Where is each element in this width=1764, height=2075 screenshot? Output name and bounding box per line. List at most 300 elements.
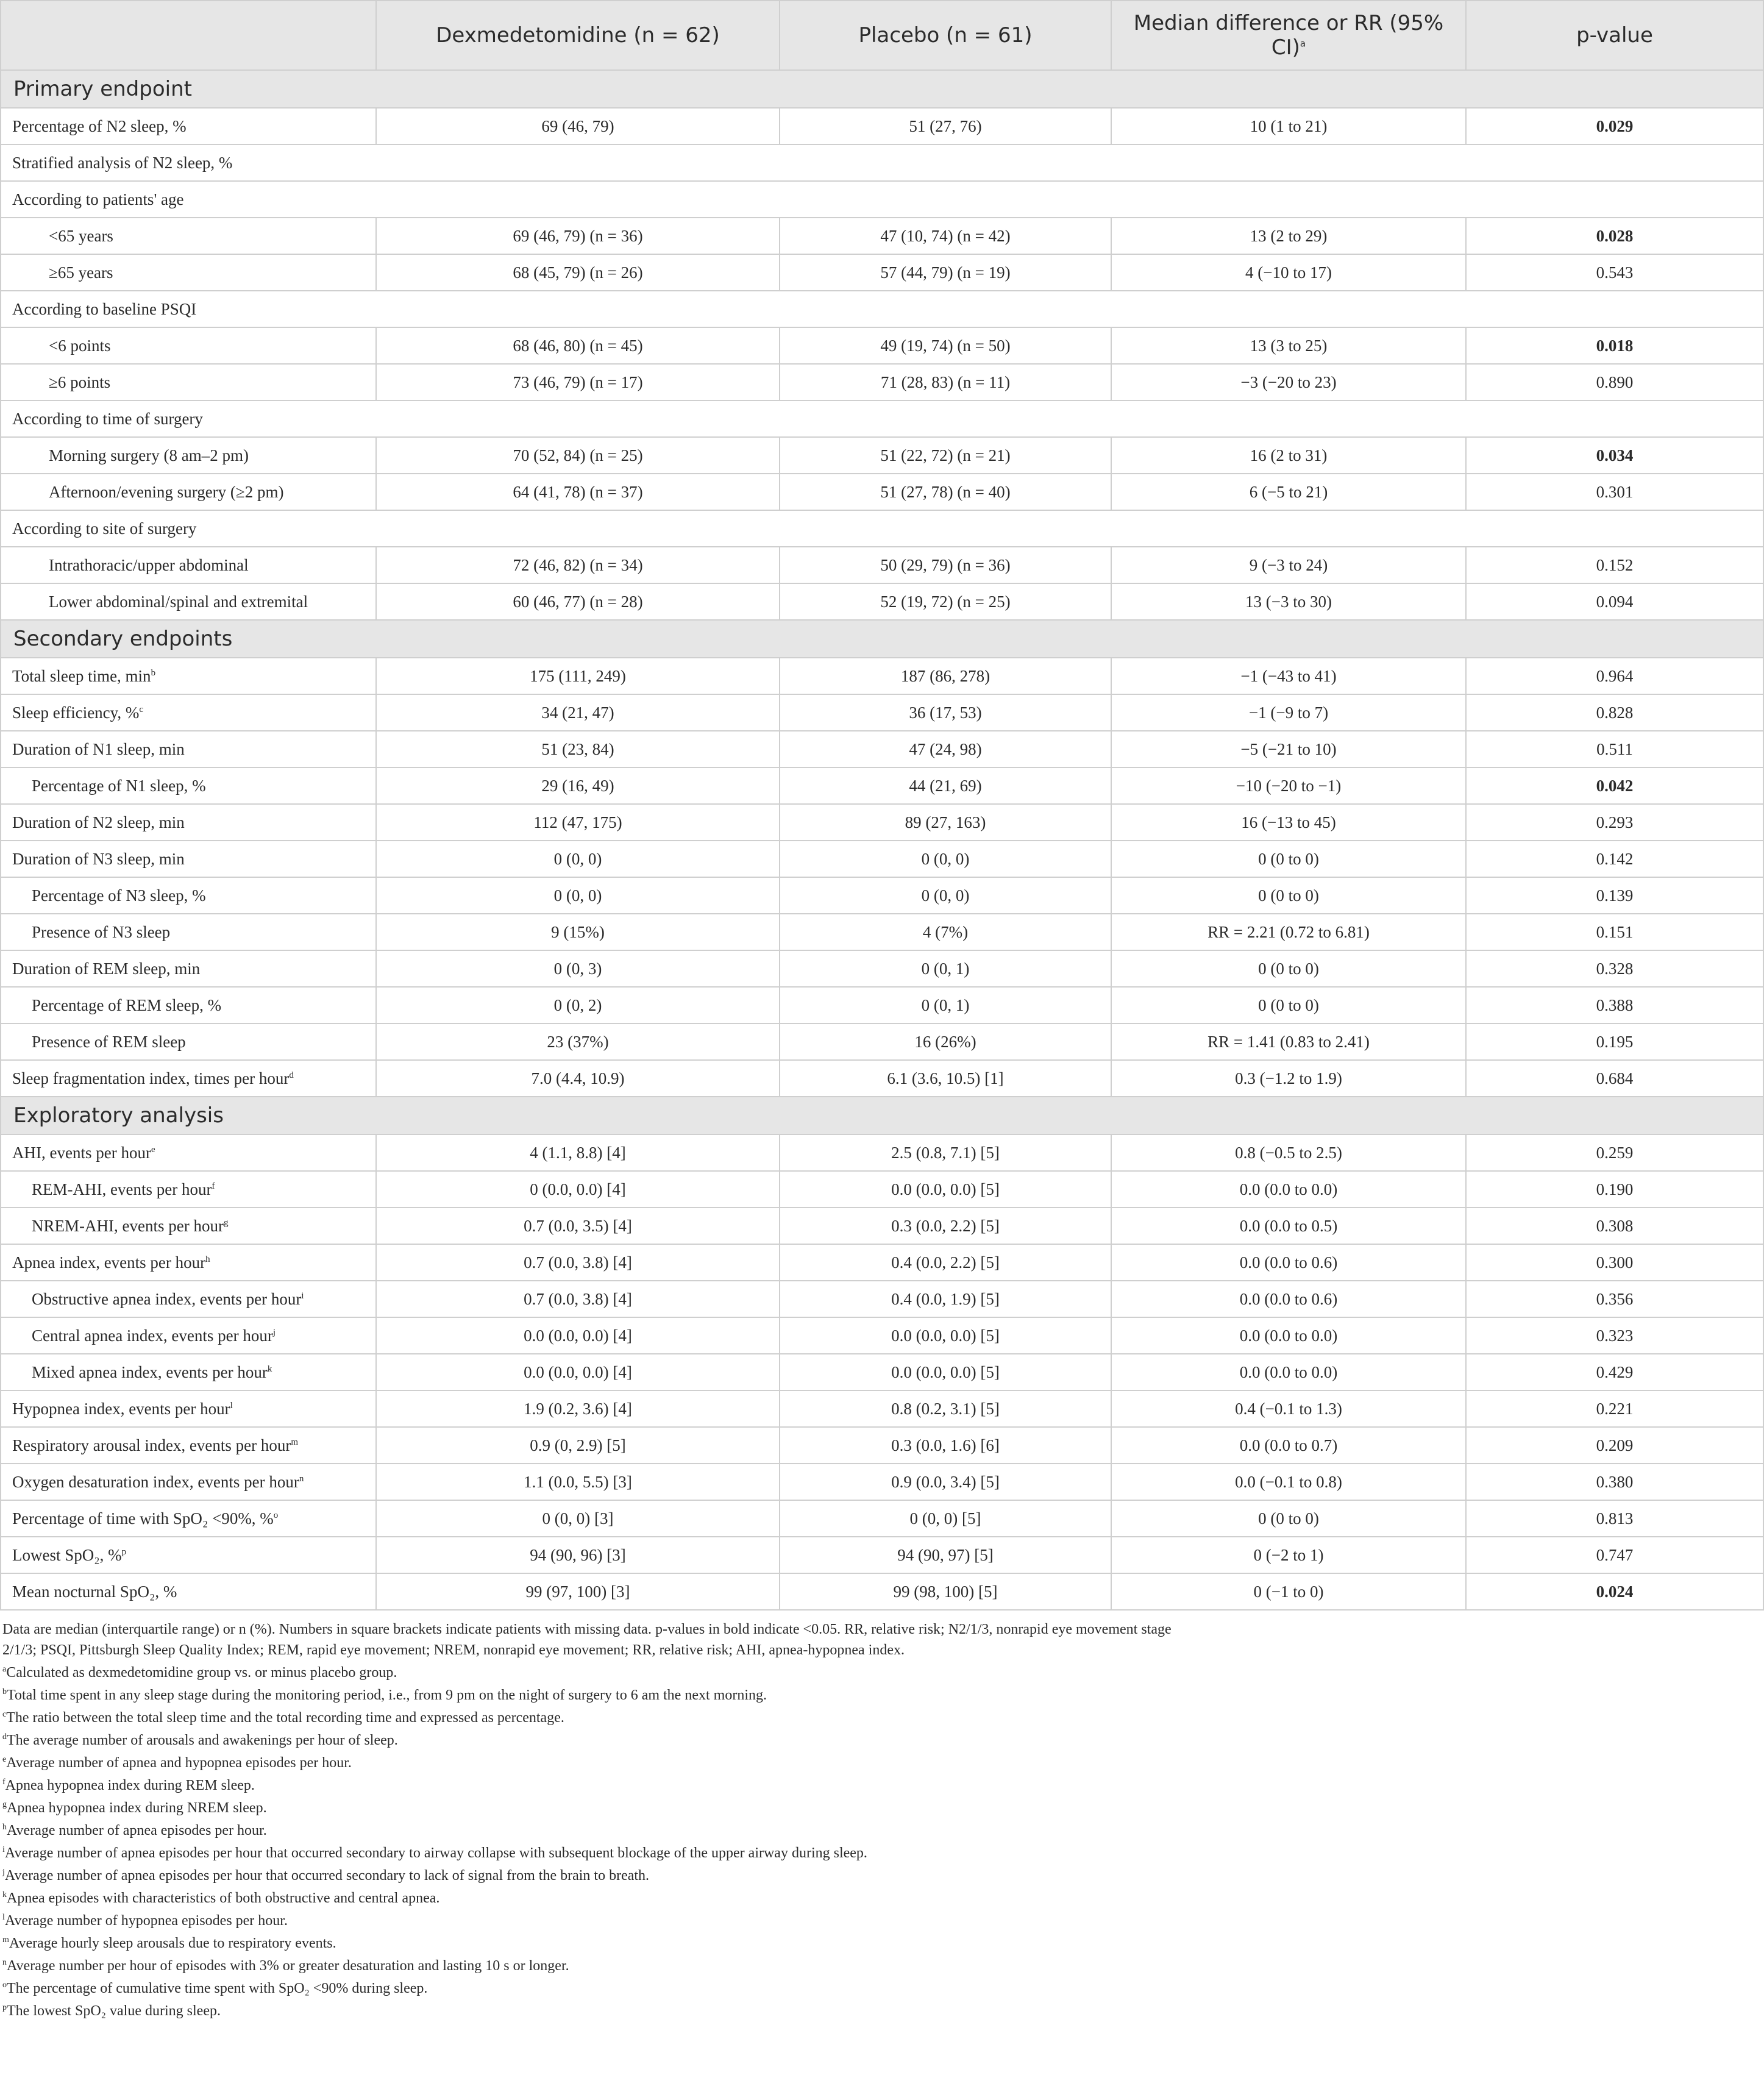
- p-value: 0.024: [1466, 1573, 1763, 1610]
- table-body: [1, 70, 1763, 1610]
- table-header: [1, 1, 1763, 70]
- header-empty-cell: [1, 1, 376, 70]
- table-row: [1, 1281, 1763, 1317]
- footnote-text: The lowest SpO₂ value during sleep.: [7, 2003, 221, 2019]
- difference-value: −1 (−43 to 41): [1111, 658, 1466, 694]
- row-label: Presence of N3 sleep: [32, 922, 171, 941]
- p-value: 0.964: [1466, 658, 1763, 694]
- row-label: Percentage of N1 sleep, %: [32, 776, 206, 795]
- header-footnote-marker: a: [1300, 38, 1306, 49]
- footnote-text: Calculated as dexmedetomidine group vs. or minus placebo group.: [6, 1665, 397, 1681]
- footnote: [2, 1729, 1764, 1752]
- placebo-value: 89 (27, 163): [780, 804, 1111, 841]
- p-value: 0.511: [1466, 731, 1763, 767]
- footnote-letter: k: [2, 1890, 7, 1899]
- subgroup-heading: According to time of surgery: [1, 400, 1763, 437]
- dexmedetomidine-value: 9 (15%): [376, 914, 780, 950]
- p-value: 0.094: [1466, 583, 1763, 620]
- footnote-letter: e: [2, 1755, 7, 1764]
- dexmedetomidine-value: 0.7 (0.0, 3.5) [4]: [376, 1208, 780, 1244]
- difference-value: −5 (−21 to 10): [1111, 731, 1466, 767]
- dexmedetomidine-value: 0.7 (0.0, 3.8) [4]: [376, 1244, 780, 1281]
- footnote-marker: n: [299, 1473, 304, 1484]
- p-value: 0.356: [1466, 1281, 1763, 1317]
- p-value: 0.388: [1466, 987, 1763, 1023]
- footnote-marker: f: [212, 1181, 215, 1191]
- table-row: [1, 1317, 1763, 1354]
- p-value: 0.142: [1466, 841, 1763, 877]
- p-value: 0.747: [1466, 1537, 1763, 1573]
- difference-value: 0.3 (−1.2 to 1.9): [1111, 1060, 1466, 1097]
- dexmedetomidine-value: 99 (97, 100) [3]: [376, 1573, 780, 1610]
- placebo-value: 44 (21, 69): [780, 767, 1111, 804]
- placebo-value: 4 (7%): [780, 914, 1111, 950]
- table-row: [1, 767, 1763, 804]
- footnote-text: Average number of apnea and hypopnea episodes per hour.: [6, 1755, 352, 1771]
- footnote-letter: f: [2, 1778, 5, 1787]
- footnote-marker: i: [301, 1290, 304, 1301]
- table-row: [1, 1134, 1763, 1171]
- difference-value: 0.0 (−0.1 to 0.8): [1111, 1464, 1466, 1500]
- placebo-value: 0.4 (0.0, 1.9) [5]: [780, 1281, 1111, 1317]
- row-label-cell: [1, 474, 376, 510]
- placebo-value: 36 (17, 53): [780, 694, 1111, 731]
- row-label: Duration of REM sleep, min: [12, 959, 201, 978]
- difference-value: 0.0 (0.0 to 0.0): [1111, 1317, 1466, 1354]
- footnote-letter: o: [2, 1981, 7, 1990]
- row-label: Obstructive apnea index, events per hour: [32, 1289, 302, 1308]
- p-value: 0.890: [1466, 364, 1763, 400]
- footnote: [2, 1842, 1764, 1865]
- dexmedetomidine-value: 0 (0, 0) [3]: [376, 1500, 780, 1537]
- dexmedetomidine-value: 60 (46, 77) (n = 28): [376, 583, 780, 620]
- table-row: [1, 1537, 1763, 1573]
- placebo-value: 0 (0, 1): [780, 987, 1111, 1023]
- row-label-cell: [1, 1464, 376, 1500]
- placebo-value: 0 (0, 1): [780, 950, 1111, 987]
- row-label: Duration of N2 sleep, min: [12, 813, 185, 831]
- footnote-intro: Data are median (interquartile range) or n (%). Numbers in square brackets indicate patients with missing data. p-values in bold indicate <0.05. RR, relative risk; N2/1/3, nonrapid eye movement stage 2/1/3; PSQI, Pittsburgh Sleep Quality Index; REM, rapid eye movement; NREM, nonrapid eye movement; RR, relative risk; AHI, apnea-hypopnea index.: [2, 1621, 1172, 1658]
- row-label: ≥65 years: [49, 263, 113, 282]
- table-row: [1, 474, 1763, 510]
- row-label: Duration of N3 sleep, min: [12, 849, 185, 868]
- difference-value: 16 (−13 to 45): [1111, 804, 1466, 841]
- row-label-cell: [1, 583, 376, 620]
- row-label: Sleep fragmentation index, times per hour: [12, 1069, 290, 1087]
- table-row: [1, 1390, 1763, 1427]
- dexmedetomidine-value: 1.1 (0.0, 5.5) [3]: [376, 1464, 780, 1500]
- difference-value: 4 (−10 to 17): [1111, 254, 1466, 291]
- dexmedetomidine-value: 4 (1.1, 8.8) [4]: [376, 1134, 780, 1171]
- row-label-cell: [1, 731, 376, 767]
- footnote-text: Average number of apnea episodes per hour that occurred secondary to airway collapse with subsequent blockage of the upper airway during sleep.: [4, 1845, 867, 1861]
- row-label: Mean nocturnal SpO₂, %: [12, 1582, 177, 1601]
- placebo-value: 0.3 (0.0, 2.2) [5]: [780, 1208, 1111, 1244]
- placebo-value: 47 (24, 98): [780, 731, 1111, 767]
- footnote-marker: l: [230, 1400, 233, 1411]
- row-label: Mixed apnea index, events per hour: [32, 1362, 268, 1381]
- placebo-value: 94 (90, 97) [5]: [780, 1537, 1111, 1573]
- row-label-cell: [1, 1134, 376, 1171]
- placebo-value: 0 (0, 0) [5]: [780, 1500, 1111, 1537]
- footnote-text: Apnea episodes with characteristics of both obstructive and central apnea.: [7, 1890, 440, 1906]
- table-row: [1, 1208, 1763, 1244]
- difference-value: 0 (0 to 0): [1111, 877, 1466, 914]
- difference-value: 0 (−1 to 0): [1111, 1573, 1466, 1610]
- placebo-value: 47 (10, 74) (n = 42): [780, 218, 1111, 254]
- row-label-cell: [1, 914, 376, 950]
- p-value: 0.429: [1466, 1354, 1763, 1390]
- header-p-value: p-value: [1466, 1, 1763, 70]
- footnote-text: Average number of hypopnea episodes per hour.: [4, 1913, 288, 1929]
- placebo-value: 0 (0, 0): [780, 841, 1111, 877]
- footnote-marker: o: [273, 1510, 279, 1520]
- dexmedetomidine-value: 68 (45, 79) (n = 26): [376, 254, 780, 291]
- row-label-cell: [1, 950, 376, 987]
- placebo-value: 0.9 (0.0, 3.4) [5]: [780, 1464, 1111, 1500]
- footnote-text: The average number of arousals and awakenings per hour of sleep.: [7, 1732, 398, 1748]
- table-row: [1, 327, 1763, 364]
- difference-value: −1 (−9 to 7): [1111, 694, 1466, 731]
- row-label: Morning surgery (8 am–2 pm): [49, 446, 249, 464]
- dexmedetomidine-value: 175 (111, 249): [376, 658, 780, 694]
- subgroup-heading: Stratified analysis of N2 sleep, %: [1, 144, 1763, 181]
- footnote: [2, 1955, 1764, 1977]
- p-value: 0.301: [1466, 474, 1763, 510]
- row-label: Oxygen desaturation index, events per hour: [12, 1472, 299, 1491]
- footnote-text: Average number of apnea episodes per hour.: [7, 1823, 267, 1838]
- row-label-cell: [1, 1060, 376, 1097]
- p-value: 0.380: [1466, 1464, 1763, 1500]
- row-label-cell: [1, 1317, 376, 1354]
- footnote: [2, 1910, 1764, 1932]
- table-row: [1, 731, 1763, 767]
- row-label: Percentage of N3 sleep, %: [32, 886, 206, 905]
- row-label-cell: [1, 327, 376, 364]
- difference-value: 9 (−3 to 24): [1111, 547, 1466, 583]
- row-label-cell: [1, 437, 376, 474]
- row-label-cell: [1, 841, 376, 877]
- row-label-cell: [1, 804, 376, 841]
- table-row: [1, 1500, 1763, 1537]
- row-label: Afternoon/evening surgery (≥2 pm): [49, 482, 284, 501]
- subgroup-heading-row: [1, 181, 1763, 218]
- row-label: Presence of REM sleep: [32, 1032, 186, 1051]
- difference-value: 0 (−2 to 1): [1111, 1537, 1466, 1573]
- footnote: [2, 1662, 1764, 1684]
- difference-value: 13 (2 to 29): [1111, 218, 1466, 254]
- footnote-letter: a: [2, 1665, 7, 1674]
- row-label-cell: [1, 877, 376, 914]
- row-label: NREM-AHI, events per hour: [32, 1216, 224, 1235]
- difference-value: 0.0 (0.0 to 0.5): [1111, 1208, 1466, 1244]
- table-row: [1, 841, 1763, 877]
- footnote-marker: m: [291, 1437, 299, 1447]
- row-label: ≥6 points: [49, 372, 111, 391]
- row-label-cell: [1, 108, 376, 144]
- row-label: Sleep efficiency, %: [12, 703, 140, 722]
- p-value: 0.828: [1466, 694, 1763, 731]
- difference-value: 13 (−3 to 30): [1111, 583, 1466, 620]
- row-label: Apnea index, events per hour: [12, 1253, 206, 1272]
- footnote-marker: j: [272, 1327, 276, 1337]
- dexmedetomidine-value: 0 (0, 3): [376, 950, 780, 987]
- footnote-letter: j: [2, 1868, 5, 1877]
- table-row: [1, 1354, 1763, 1390]
- dexmedetomidine-value: 34 (21, 47): [376, 694, 780, 731]
- footnote-letter: p: [2, 2003, 7, 2012]
- table-row: [1, 950, 1763, 987]
- placebo-value: 0.0 (0.0, 0.0) [5]: [780, 1171, 1111, 1208]
- footnote-marker: c: [139, 704, 144, 714]
- placebo-value: 52 (19, 72) (n = 25): [780, 583, 1111, 620]
- difference-value: 6 (−5 to 21): [1111, 474, 1466, 510]
- footnote: [2, 1752, 1764, 1774]
- table-row: [1, 1573, 1763, 1610]
- dexmedetomidine-value: 51 (23, 84): [376, 731, 780, 767]
- footnote-letter: b: [2, 1687, 7, 1696]
- table-row: [1, 547, 1763, 583]
- p-value: 0.152: [1466, 547, 1763, 583]
- dexmedetomidine-value: 0.0 (0.0, 0.0) [4]: [376, 1354, 780, 1390]
- p-value: 0.221: [1466, 1390, 1763, 1427]
- header-median-difference: [1111, 1, 1466, 70]
- footnote-marker: h: [205, 1254, 210, 1264]
- footnote: [2, 1932, 1764, 1955]
- dexmedetomidine-value: 0 (0, 0): [376, 877, 780, 914]
- dexmedetomidine-value: 7.0 (4.4, 10.9): [376, 1060, 780, 1097]
- row-label: Central apnea index, events per hour: [32, 1326, 273, 1345]
- table-row: [1, 804, 1763, 841]
- footnote-letter: h: [2, 1823, 7, 1832]
- row-label: <65 years: [49, 226, 113, 245]
- footnote: [2, 1977, 1764, 2000]
- dexmedetomidine-value: 0 (0, 0): [376, 841, 780, 877]
- footnote-marker: g: [223, 1217, 229, 1228]
- difference-value: 0 (0 to 0): [1111, 950, 1466, 987]
- dexmedetomidine-value: 29 (16, 49): [376, 767, 780, 804]
- p-value: 0.190: [1466, 1171, 1763, 1208]
- placebo-value: 187 (86, 278): [780, 658, 1111, 694]
- row-label: Percentage of REM sleep, %: [32, 995, 222, 1014]
- footnote-letter: c: [2, 1710, 7, 1719]
- table-row: [1, 1464, 1763, 1500]
- placebo-value: 51 (27, 76): [780, 108, 1111, 144]
- subgroup-heading-row: [1, 400, 1763, 437]
- p-value: 0.323: [1466, 1317, 1763, 1354]
- footnote-text: Apnea hypopnea index during NREM sleep.: [7, 1800, 267, 1816]
- placebo-value: 0.4 (0.0, 2.2) [5]: [780, 1244, 1111, 1281]
- dexmedetomidine-value: 73 (46, 79) (n = 17): [376, 364, 780, 400]
- footnote-marker: d: [289, 1070, 294, 1080]
- dexmedetomidine-value: 69 (46, 79): [376, 108, 780, 144]
- placebo-value: 2.5 (0.8, 7.1) [5]: [780, 1134, 1111, 1171]
- table-row: [1, 218, 1763, 254]
- footnote-letter: g: [2, 1800, 7, 1809]
- footnote: [2, 1797, 1764, 1820]
- dexmedetomidine-value: 0.7 (0.0, 3.8) [4]: [376, 1281, 780, 1317]
- row-label-cell: [1, 1500, 376, 1537]
- table-row: [1, 1244, 1763, 1281]
- section-title: Secondary endpoints: [1, 620, 1763, 658]
- row-label: Lowest SpO₂, %: [12, 1545, 122, 1564]
- p-value: 0.195: [1466, 1023, 1763, 1060]
- difference-value: 0 (0 to 0): [1111, 987, 1466, 1023]
- footnote: [2, 1707, 1764, 1729]
- footnote: [2, 1774, 1764, 1797]
- p-value: 0.813: [1466, 1500, 1763, 1537]
- subgroup-heading: According to site of surgery: [1, 510, 1763, 547]
- placebo-value: 99 (98, 100) [5]: [780, 1573, 1111, 1610]
- table-row: [1, 877, 1763, 914]
- section-title: Exploratory analysis: [1, 1097, 1763, 1134]
- row-label-cell: [1, 1573, 376, 1610]
- dexmedetomidine-value: 0 (0.0, 0.0) [4]: [376, 1171, 780, 1208]
- difference-value: 0.8 (−0.5 to 2.5): [1111, 1134, 1466, 1171]
- placebo-value: 0.0 (0.0, 0.0) [5]: [780, 1354, 1111, 1390]
- footnote-list: [2, 1662, 1764, 2023]
- dexmedetomidine-value: 94 (90, 96) [3]: [376, 1537, 780, 1573]
- subgroup-heading-row: [1, 291, 1763, 327]
- table-row: [1, 364, 1763, 400]
- placebo-value: 71 (28, 83) (n = 11): [780, 364, 1111, 400]
- subgroup-heading-row: [1, 144, 1763, 181]
- row-label-cell: [1, 1390, 376, 1427]
- table-row: [1, 108, 1763, 144]
- subgroup-heading-row: [1, 510, 1763, 547]
- p-value: 0.018: [1466, 327, 1763, 364]
- row-label: Total sleep time, min: [12, 666, 151, 685]
- header-median-difference-text: Median difference or RR (95% CI): [1133, 11, 1444, 60]
- p-value: 0.543: [1466, 254, 1763, 291]
- footnote: [2, 1887, 1764, 1910]
- dexmedetomidine-value: 72 (46, 82) (n = 34): [376, 547, 780, 583]
- difference-value: 16 (2 to 31): [1111, 437, 1466, 474]
- placebo-value: 0.3 (0.0, 1.6) [6]: [780, 1427, 1111, 1464]
- difference-value: 0 (0 to 0): [1111, 1500, 1466, 1537]
- footnote-marker: k: [267, 1364, 272, 1374]
- row-label-cell: [1, 1281, 376, 1317]
- dexmedetomidine-value: 0.9 (0, 2.9) [5]: [376, 1427, 780, 1464]
- row-label-cell: [1, 1171, 376, 1208]
- section-header-row: [1, 620, 1763, 658]
- p-value: 0.308: [1466, 1208, 1763, 1244]
- row-label-cell: [1, 1208, 376, 1244]
- table-row: [1, 254, 1763, 291]
- table-row: [1, 583, 1763, 620]
- row-label: Percentage of N2 sleep, %: [12, 116, 187, 135]
- dexmedetomidine-value: 23 (37%): [376, 1023, 780, 1060]
- dexmedetomidine-value: 69 (46, 79) (n = 36): [376, 218, 780, 254]
- difference-value: 0.0 (0.0 to 0.0): [1111, 1171, 1466, 1208]
- p-value: 0.328: [1466, 950, 1763, 987]
- footnote-text: Average number of apnea episodes per hour that occurred secondary to lack of signal from the brain to breath.: [4, 1868, 650, 1884]
- p-value: 0.028: [1466, 218, 1763, 254]
- placebo-value: 0 (0, 0): [780, 877, 1111, 914]
- subgroup-heading: According to baseline PSQI: [1, 291, 1763, 327]
- difference-value: 0.0 (0.0 to 0.0): [1111, 1354, 1466, 1390]
- row-label: <6 points: [49, 336, 111, 355]
- section-header-row: [1, 1097, 1763, 1134]
- row-label: Intrathoracic/upper abdominal: [49, 555, 249, 574]
- p-value: 0.293: [1466, 804, 1763, 841]
- footnote-letter: l: [2, 1913, 5, 1922]
- table-row: [1, 437, 1763, 474]
- p-value: 0.029: [1466, 108, 1763, 144]
- difference-value: RR = 2.21 (0.72 to 6.81): [1111, 914, 1466, 950]
- difference-value: 0.0 (0.0 to 0.6): [1111, 1244, 1466, 1281]
- footnote: [2, 2000, 1764, 2023]
- row-label-cell: [1, 1354, 376, 1390]
- difference-value: RR = 1.41 (0.83 to 2.41): [1111, 1023, 1466, 1060]
- row-label-cell: [1, 218, 376, 254]
- table-row: [1, 987, 1763, 1023]
- table-row: [1, 1427, 1763, 1464]
- row-label-cell: [1, 658, 376, 694]
- difference-value: 0.4 (−0.1 to 1.3): [1111, 1390, 1466, 1427]
- row-label: REM-AHI, events per hour: [32, 1180, 212, 1198]
- footnote: [2, 1820, 1764, 1842]
- row-label-cell: [1, 1537, 376, 1573]
- placebo-value: 51 (22, 72) (n = 21): [780, 437, 1111, 474]
- row-label-cell: [1, 1427, 376, 1464]
- difference-value: 0.0 (0.0 to 0.7): [1111, 1427, 1466, 1464]
- dexmedetomidine-value: 68 (46, 80) (n = 45): [376, 327, 780, 364]
- footnote-text: Apnea hypopnea index during REM sleep.: [5, 1778, 255, 1793]
- p-value: 0.034: [1466, 437, 1763, 474]
- footnote: [2, 1865, 1764, 1887]
- footnote-text: The percentage of cumulative time spent with SpO₂ <90% during sleep.: [7, 1981, 428, 1996]
- placebo-value: 50 (29, 79) (n = 36): [780, 547, 1111, 583]
- dexmedetomidine-value: 1.9 (0.2, 3.6) [4]: [376, 1390, 780, 1427]
- row-label-cell: [1, 767, 376, 804]
- footnote-letter: i: [2, 1845, 5, 1854]
- row-label-cell: [1, 254, 376, 291]
- row-label-cell: [1, 547, 376, 583]
- footnote-text: Total time spent in any sleep stage during the monitoring period, i.e., from 9 pm on the night of surgery to 6 am the next morning.: [7, 1687, 767, 1703]
- p-value: 0.300: [1466, 1244, 1763, 1281]
- row-label-cell: [1, 694, 376, 731]
- table-row: [1, 694, 1763, 731]
- placebo-value: 51 (27, 78) (n = 40): [780, 474, 1111, 510]
- difference-value: 0 (0 to 0): [1111, 841, 1466, 877]
- p-value: 0.151: [1466, 914, 1763, 950]
- dexmedetomidine-value: 70 (52, 84) (n = 25): [376, 437, 780, 474]
- table-row: [1, 1171, 1763, 1208]
- dexmedetomidine-value: 0 (0, 2): [376, 987, 780, 1023]
- table-row: [1, 1023, 1763, 1060]
- table-row: [1, 658, 1763, 694]
- difference-value: −10 (−20 to −1): [1111, 767, 1466, 804]
- difference-value: 13 (3 to 25): [1111, 327, 1466, 364]
- row-label: AHI, events per hour: [12, 1143, 151, 1162]
- footnote-marker: b: [151, 667, 156, 678]
- footnote-letter: n: [2, 1958, 7, 1967]
- placebo-value: 0.0 (0.0, 0.0) [5]: [780, 1317, 1111, 1354]
- dexmedetomidine-value: 64 (41, 78) (n = 37): [376, 474, 780, 510]
- footnote-text: Average hourly sleep arousals due to respiratory events.: [9, 1935, 336, 1951]
- dexmedetomidine-value: 0.0 (0.0, 0.0) [4]: [376, 1317, 780, 1354]
- p-value: 0.259: [1466, 1134, 1763, 1171]
- footnote-letter: m: [2, 1935, 9, 1945]
- footnote-text: Average number per hour of episodes with 3% or greater desaturation and lasting 10 s or longer.: [7, 1958, 569, 1974]
- section-title: Primary endpoint: [1, 70, 1763, 108]
- placebo-value: 57 (44, 79) (n = 19): [780, 254, 1111, 291]
- row-label-cell: [1, 987, 376, 1023]
- row-label-cell: [1, 1023, 376, 1060]
- table-row: [1, 1060, 1763, 1097]
- header-dexmedetomidine: Dexmedetomidine (n = 62): [376, 1, 780, 70]
